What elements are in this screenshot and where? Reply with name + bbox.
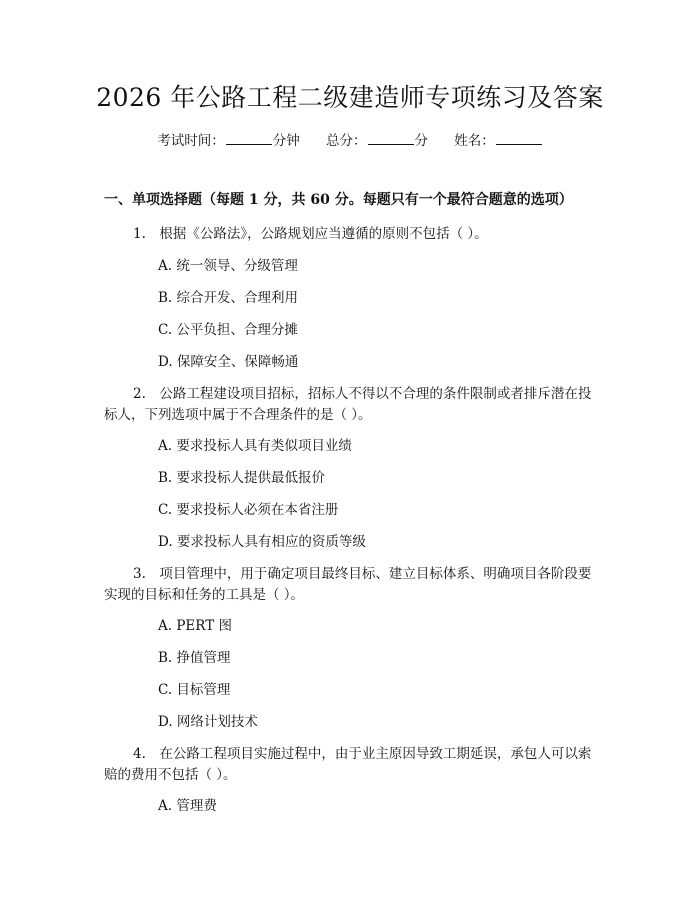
question-3-option-a: A. PERT 图 [158,618,232,634]
question-4-stem-cont: 赔的费用不包括（ ）。 [104,767,237,783]
score-unit: 分 [414,133,428,149]
score-blank [368,130,414,145]
question-2-option-c: C. 要求投标人必须在本省注册 [158,502,339,518]
document-title: 2026 年公路工程二级建造师专项练习及答案 [96,83,604,112]
question-2-stem-cont: 标人，下列选项中属于不合理条件的是（ ）。 [104,407,372,423]
question-1-stem: 1. 根据《公路法》，公路规划应当遵循的原则不包括（ ）。 [133,226,488,242]
question-1-option-b: B. 综合开发、合理利用 [158,290,299,306]
question-3-stem-cont: 实现的目标和任务的工具是（ ）。 [104,587,305,603]
question-3-option-c: C. 目标管理 [158,682,231,698]
question-2-stem: 2. 公路工程建设项目招标，招标人不得以不合理的条件限制或者排斥潜在投 [133,386,592,402]
question-2-option-b: B. 要求投标人提供最低报价 [158,470,326,486]
question-2-option-d: D. 要求投标人具有相应的资质等级 [158,534,366,550]
question-1-option-a: A. 统一领导、分级管理 [158,258,298,274]
question-2-option-a: A. 要求投标人具有类似项目业绩 [158,438,352,454]
exam-time-unit: 分钟 [272,133,300,149]
section-heading: 一、单项选择题（每题 1 分，共 60 分。每题只有一个最符合题意的选项） [104,192,573,208]
question-1-option-c: C. 公平负担、合理分摊 [158,322,298,338]
name-label: 姓名： [454,133,495,149]
exam-time-blank [226,130,272,145]
question-4-option-a: A. 管理费 [158,798,217,814]
exam-time-label: 考试时间： [157,133,225,149]
question-4-stem: 4. 在公路工程项目实施过程中，由于业主原因导致工期延误，承包人可以索 [133,746,592,762]
exam-info-line [0,130,700,152]
question-3-stem: 3. 项目管理中，用于确定项目最终目标、建立目标体系、明确项目各阶段要 [133,566,592,582]
question-3-option-d: D. 网络计划技术 [158,714,258,730]
question-3-option-b: B. 挣值管理 [158,650,231,666]
name-blank [496,130,542,145]
score-label: 总分： [326,133,367,149]
question-1-option-d: D. 保障安全、保障畅通 [158,354,299,370]
